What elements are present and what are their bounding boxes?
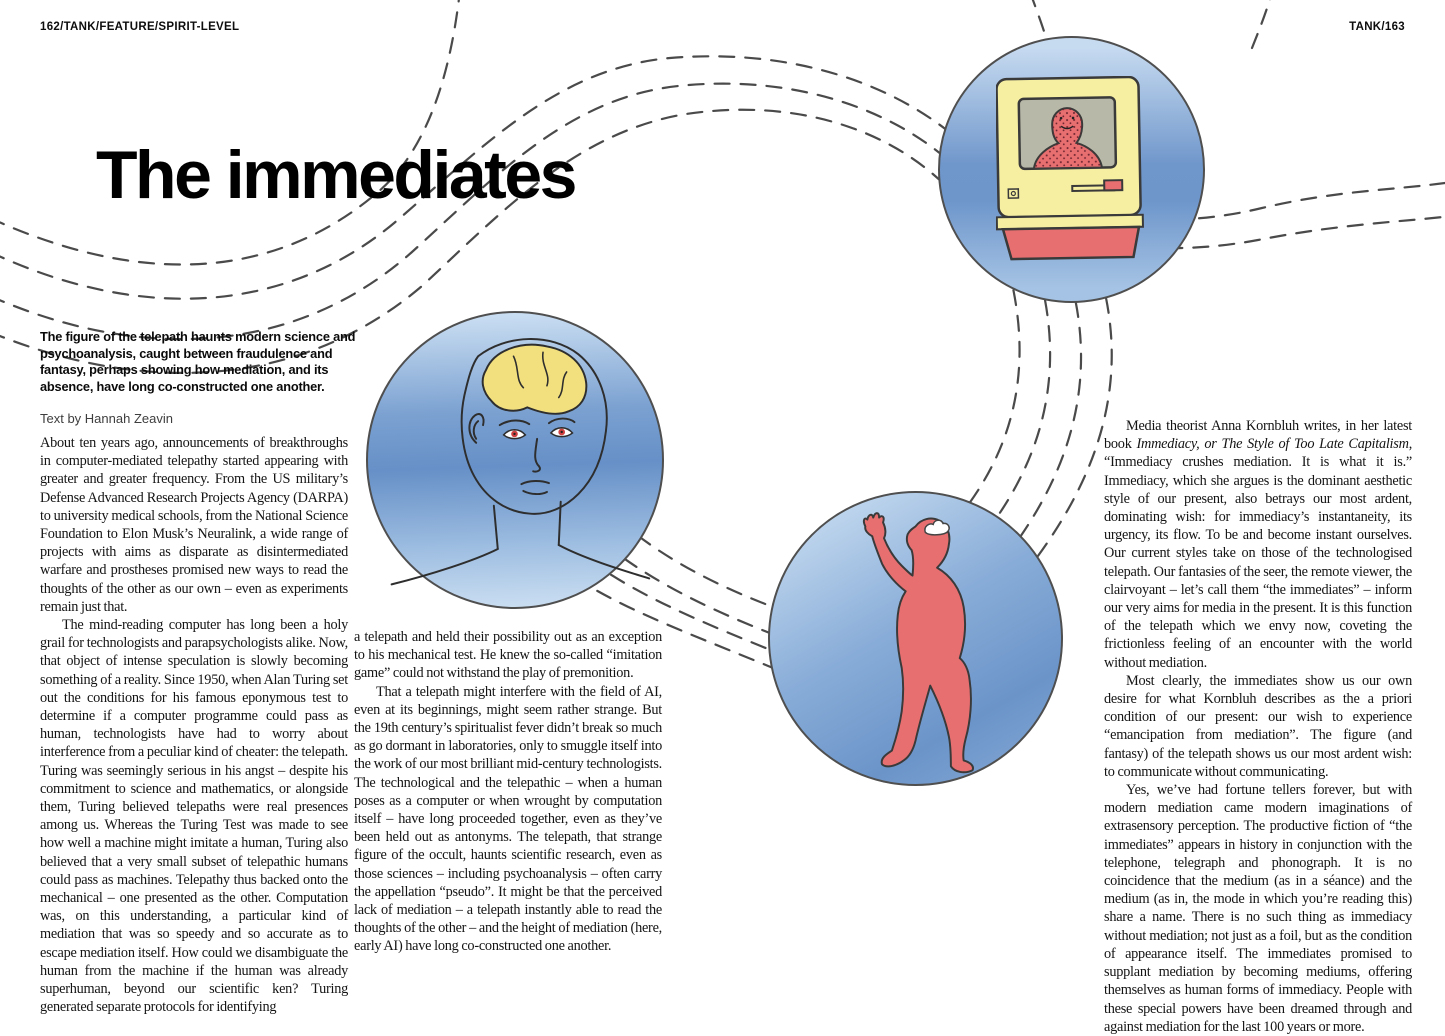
computer-illustration-circle	[938, 36, 1205, 303]
paragraph: a telepath and held their possibility out as an exception to his mechanical test. He knew the so-called “imitation game” could not withstand the play of premonition.	[354, 629, 662, 682]
head-illustration-circle	[366, 311, 664, 609]
brow-right	[549, 419, 575, 424]
ear	[469, 414, 483, 443]
logo-badge	[1008, 189, 1018, 198]
computer-base	[1003, 227, 1140, 259]
folio-left: 162/TANK/FEATURE/SPIRIT-LEVEL	[40, 21, 240, 33]
standfirst: The figure of the telepath haunts modern science and psychoanalysis, caught between fraudulence and fantasy, perhaps showing how mediation, and its absence, have long co-constructed one another.	[40, 329, 356, 394]
page-title: The immediates	[96, 137, 575, 213]
red-figure-illustration	[770, 493, 1060, 783]
shoulder-left	[392, 549, 498, 584]
brain	[483, 345, 587, 414]
paragraph-text: , “Immediacy crushes mediation. It is what it is.” Immediacy, which she argues is the dominant aesthetic style of our present, also betrays our most ardent, dominating wish: for immediacy’s instantaneity, its urgency, its flow. To be and become instant ourselves. Our current styles take on those of the technologised telepath. Our fantasies of the seer, the remote viewer, the clairvoyant – let’s call them “the immediates” – inform our very aims for media in the present. It is this function of the telepath which we envy now, coveting the frictionless feeling of an encounter with the world without mediation.	[1104, 436, 1413, 671]
figure-illustration-circle	[768, 491, 1063, 786]
paragraph-text: Media theorist Anna Kornbluh writes, in her latest book	[1104, 418, 1412, 453]
article-column-1	[40, 434, 348, 1017]
article-column-2	[354, 628, 662, 956]
dashed-curve	[1252, 0, 1272, 48]
folio-right: TANK/163	[1349, 21, 1405, 33]
brow-left	[500, 421, 529, 426]
book-title: Immediacy, or The Style of Too Late Capitalism	[1136, 436, 1409, 453]
paragraph: About ten years ago, announcements of breakthroughs in computer-mediated telepathy started appearing with greater and greater frequency. From the US military’s Defense Advanced Research Projects Agency (DARPA) to university medical schools, from the National Science Foundation to Elon Musk’s Neuralink, a wide range of projects with aims as disparate as disintermediated warfare and prostheses promised new ways to read the thoughts of the other as our own – even as experiments remain just that.	[40, 435, 348, 615]
macintosh-computer-illustration	[996, 76, 1148, 272]
nose	[533, 439, 540, 472]
paragraph	[1104, 417, 1412, 672]
anatomical-head-illustration	[368, 313, 661, 606]
paragraph: Yes, we’ve had fortune tellers forever, but with modern mediation came modern imaginations of extrasensory perception. The productive fiction of “the immediates” appears in history in conjunction with the telephone, telegraph and phonograph. It is no coincidence that the medium (as in a séance) and the medium (as in, the mode in which you’re reading this) share a name. There is no such thing as immediacy without mediation; not just as a foil, but as the condition of appearance itself. The immediates promised to supplant mediation by becoming mediums, offering themselves as human forms of immediacy. People with these special powers have been dreamed through and against mediation for the last 100 years or more.	[1104, 782, 1412, 1035]
floppy-disk	[1104, 180, 1122, 190]
article-column-3	[1104, 417, 1412, 1036]
eyes	[504, 428, 573, 439]
paragraph: Most clearly, the immediates show us our own desire for what Kornbluh describes as the a priori condition of our present: our wish to experience “emancipation from mediation”. The figure (and fantasy) of the telepath shows us our most ardent wish: to communicate without communicating.	[1104, 672, 1412, 780]
paragraph: That a telepath might interfere with the field of AI, even at its beginnings, might seem rather strange. But the 19th century’s spiritualist fever didn’t break so much as go dormant in laboratories, only to smuggle itself into the work of our most brilliant mid-century technologists. The technological and the telepathic – when a human poses as a computer or when wrought by computation itself – have long proceeded together, even as they’ve been held out as antonyms. The telepath, that strange figure of the occult, haunts scientific research, even as those sciences – including psychoanalysis – often carry the appellation “pseudo”. It might be that the perceived lack of mediation – a telepath instantly able to read the thoughts of the other – and the height of mediation (here, early AI) have long co-constructed one another.	[354, 683, 662, 955]
human-figure	[864, 513, 973, 772]
paragraph: The mind-reading computer has long been a holy grail for technologists and parapsychologists alike. Now, that object of intense speculation is slowly becoming something of a reality. Since 1950, when Alan Turing set out the conditions for his famous eponymous test to determine if a computer programme could pass as human, technologists have had to worry about interference from a peculiar kind of cheater: the telepath. Turing was seemingly serious in his angst – despite his commitment to science and mathematics, or alongside them, Turing believed telepaths were real presences among us. Whereas the Turing Test was made to see how well a machine might imitate a human, Turing also believed that a very small subset of telepathic humans could pass as machines. Telepathy thus backed onto the mechanical – one presented as the other. Computation was, on this understanding, a particular kind of mediation that was so speedy and so accurate as to escape mediation itself. How could we disambiguate the human from the machine if the human was already superhuman, beyond our scientific ken? Turing generated separate protocols for identifying	[40, 617, 348, 1016]
shoulder-right	[559, 545, 649, 578]
mouth	[521, 481, 549, 494]
byline: Text by Hannah Zeavin	[40, 411, 173, 426]
neck-left	[494, 506, 498, 549]
